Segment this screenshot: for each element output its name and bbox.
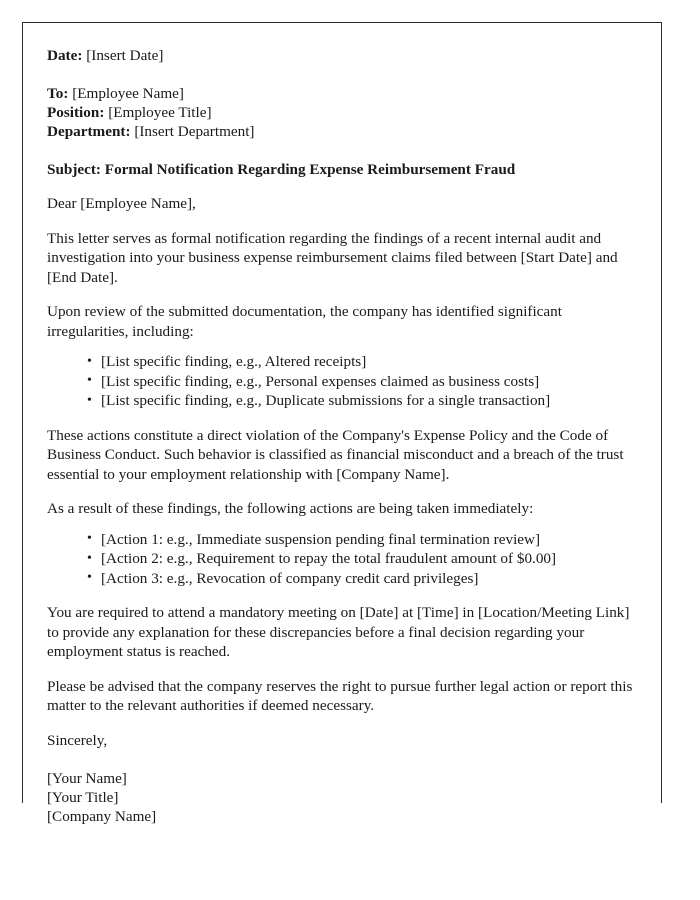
to-value: [Employee Name] [72, 85, 184, 102]
actions-list [47, 530, 633, 589]
list-item: • [Action 1: e.g., Immediate suspension pending final termination review] [87, 530, 633, 550]
department-value: [Insert Department] [134, 123, 255, 140]
list-item: • [List specific finding, e.g., Duplicate submissions for a single transaction] [87, 391, 633, 411]
paragraph-violation: These actions constitute a direct violation of the Company's Expense Policy and the Code of Business Conduct. Such behavior is classified as financial misconduct and a breach of the trust essential to your employment relationship with [Company Name]. [47, 426, 624, 483]
position-value: [Employee Title] [108, 104, 212, 121]
paragraph-meeting: You are required to attend a mandatory meeting on [Date] at [Time] in [Location/Meeting Link] to provide any explanation for these discrepancies before a final decision regarding your employment status is reached. [47, 604, 630, 660]
spacer [47, 750, 633, 769]
list-item: • [List specific finding, e.g., Personal expenses claimed as business costs] [87, 372, 633, 392]
spacer [47, 519, 633, 530]
spacer [47, 484, 633, 499]
spacer [47, 287, 633, 302]
spacer [47, 179, 633, 194]
position-label: Position: [47, 104, 105, 121]
letter-page [22, 22, 662, 825]
paragraph-findings-intro: Upon review of the submitted documentation, the company has identified significant irregularities, including: [47, 303, 562, 340]
position-line [47, 103, 633, 122]
letter-content [47, 46, 633, 826]
spacer [47, 141, 633, 160]
list-item: • [List specific finding, e.g., Altered receipts] [87, 352, 633, 372]
signer-title: [Your Title] [47, 789, 119, 806]
spacer [47, 65, 633, 84]
signature-block [47, 769, 633, 826]
spacer [47, 662, 633, 677]
recipient-block [47, 84, 633, 141]
paragraph-introduction: This letter serves as formal notification regarding the findings of a recent internal audit and investigation into your business expense reimbursement claims filed between [Start Date] and [End Date]. [47, 229, 618, 286]
spacer [47, 588, 633, 603]
paragraph-legal-notice: Please be advised that the company reserves the right to pursue further legal action or report this matter to the relevant authorities if deemed necessary. [47, 677, 633, 714]
to-label: To: [47, 85, 69, 102]
spacer [47, 716, 633, 731]
subject-line: Subject: Formal Notification Regarding Expense Reimbursement Fraud [47, 161, 516, 178]
findings-list [47, 352, 633, 411]
spacer [47, 411, 633, 426]
date-label: Date: [47, 47, 83, 64]
spacer [47, 341, 633, 352]
spacer [47, 214, 633, 229]
salutation: Dear [Employee Name], [47, 195, 196, 212]
date-value: [Insert Date] [86, 47, 164, 64]
signer-company: [Company Name] [47, 808, 157, 825]
letter-header-block [47, 46, 633, 65]
list-item: • [Action 3: e.g., Revocation of company credit card privileges] [87, 569, 633, 589]
department-line [47, 122, 633, 141]
closing-salutation: Sincerely, [47, 731, 108, 749]
department-label: Department: [47, 123, 131, 140]
date-line [47, 46, 633, 65]
signer-name: [Your Name] [47, 770, 127, 787]
paragraph-actions-intro: As a result of these findings, the following actions are being taken immediately: [47, 500, 534, 517]
to-line [47, 84, 633, 103]
list-item: • [Action 2: e.g., Requirement to repay the total fraudulent amount of $0.00] [87, 549, 633, 569]
